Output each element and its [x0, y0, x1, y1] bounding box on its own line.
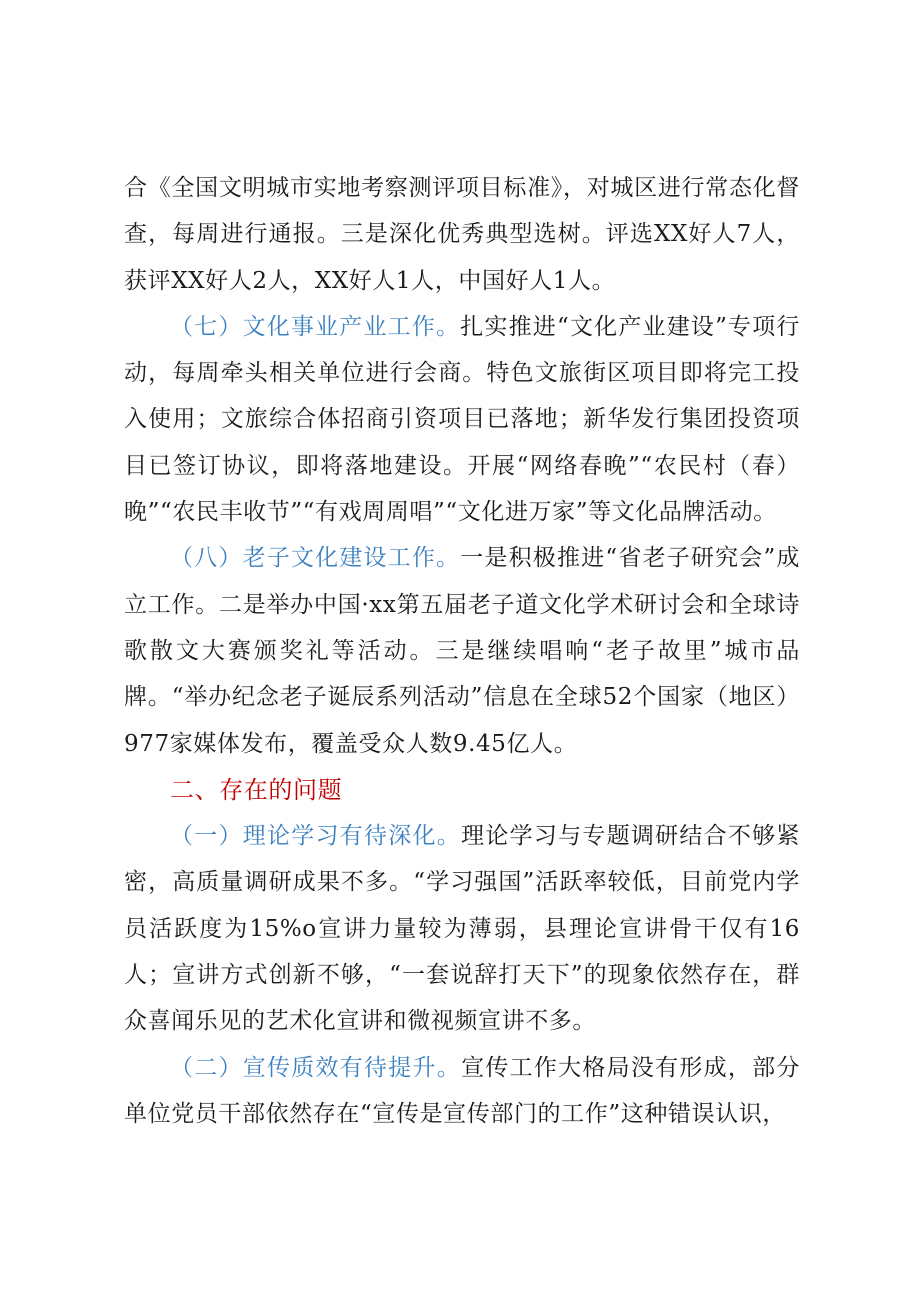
- theory-study-paragraph: [124, 813, 800, 1044]
- paragraph-body: 宣传工作大格局没有形成，部分单位党员干部依然存在“宣传是宣传部门的工作”这种错误认识，: [124, 1054, 801, 1127]
- laozi-culture-paragraph: [124, 535, 800, 766]
- paragraph-heading: （八）老子文化建设工作。: [170, 545, 461, 572]
- publicity-quality-paragraph: [124, 1045, 800, 1138]
- paragraph-body: 一是积极推进“省老子研究会”成立工作。二是举办中国·xx第五届老子道文化学术研讨会和全球诗歌散文大赛颁奖礼等活动。三是继续唱响“老子故里”城市品牌。“举办纪念老子诞辰系列活动”信息在全球52个国家（地区）977家媒体发布，覆盖受众人数9.45亿人。: [124, 545, 800, 757]
- paragraph-body: 理论学习与专题调研结合不够紧密，高质量调研成果不多。“学习强国”活跃率较低，目前党内学员活跃度为15%o宣讲力量较为薄弱，县理论宣讲骨干仅有16人；宣讲方式创新不够，“一套说辞打天下”的现象依然存在，群众喜闻乐见的艺术化宣讲和微视频宣讲不多。: [124, 823, 801, 1035]
- document-body: [124, 165, 800, 1137]
- continuation-paragraph: [124, 165, 800, 304]
- paragraph-body: 扎实推进“文化产业建设”专项行动，每周牵头相关单位进行会商。特色文旅街区项目即将完工投入使用；文旅综合体招商引资项目已落地；新华发行集团投资项目已签订协议，即将落地建设。开展“网络春晚”“农民村（春）晚”“农民丰收节”“有戏周周唱”“文化进万家”等文化品牌活动。: [124, 313, 800, 526]
- culture-industry-paragraph: [124, 304, 800, 535]
- paragraph-heading: （二）宣传质效有待提升。: [170, 1054, 462, 1081]
- paragraph-heading: （七）文化事业产业工作。: [170, 313, 461, 340]
- paragraph-body: 合《全国文明城市实地考察测评项目标准》，对城区进行常态化督查，每周进行通报。三是深化优秀典型选树。评选XX好人7人，获评XX好人2人，XX好人1人，中国好人1人。: [124, 175, 800, 294]
- paragraph-heading: （一）理论学习有待深化。: [170, 823, 462, 850]
- section-title: 二、存在的问题: [170, 775, 343, 804]
